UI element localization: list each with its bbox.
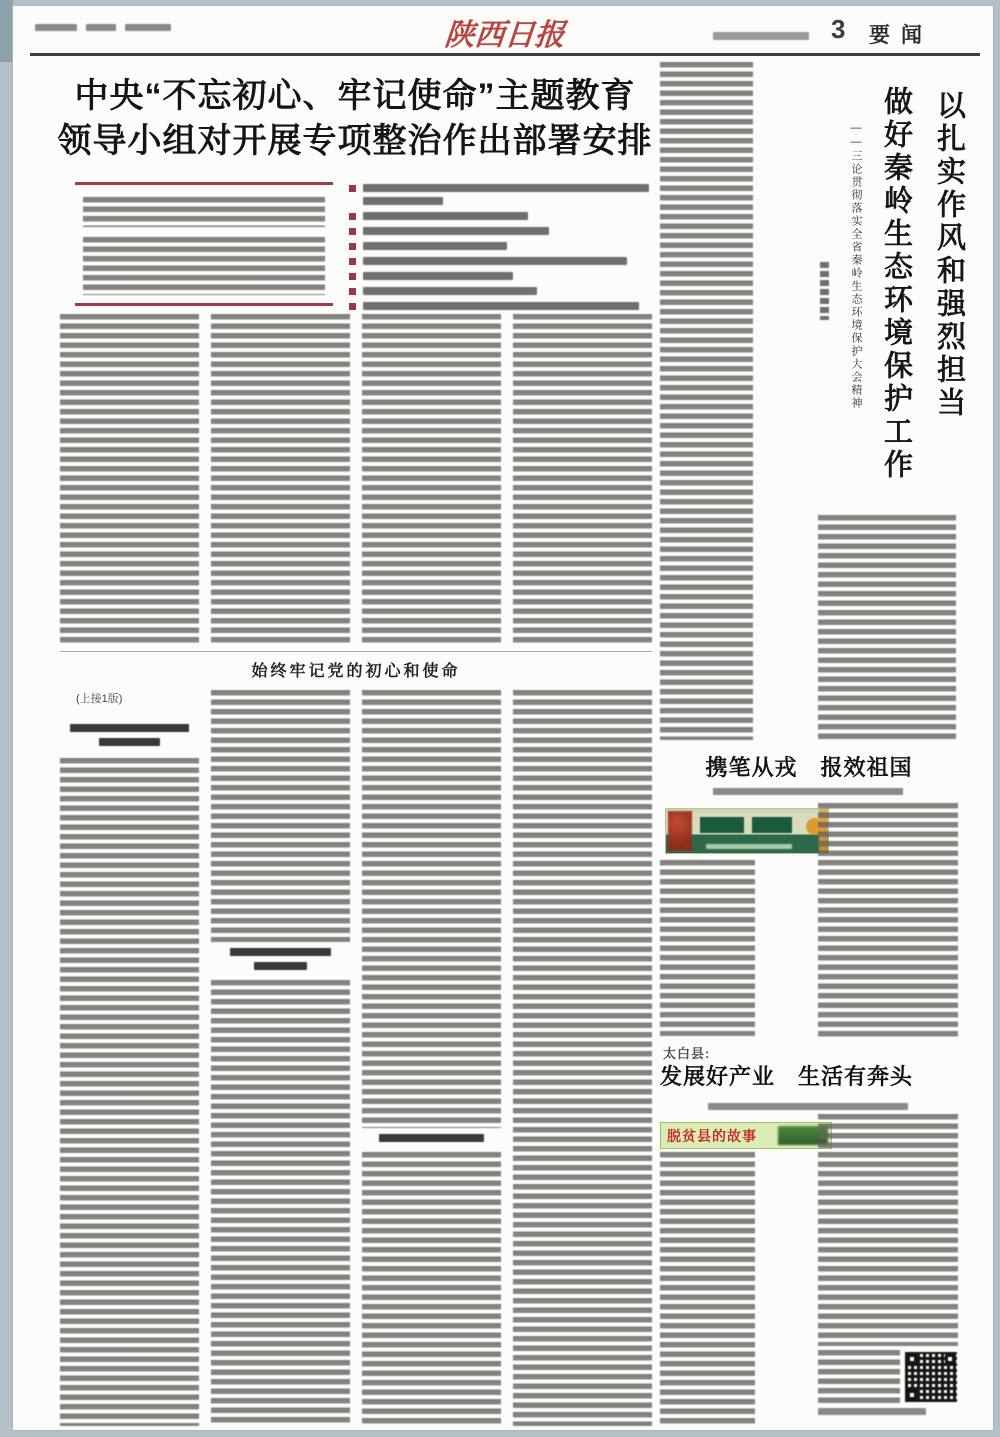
military-left-column-blur <box>660 860 755 1036</box>
bullet-square-icon <box>349 243 356 250</box>
newspaper-logo: 陕西日报 <box>443 18 567 53</box>
edition-info-blur <box>35 24 77 31</box>
editorial-title-line2: 做好秦岭生态环境保护工作 <box>880 86 912 482</box>
page-number: 3 <box>831 14 846 44</box>
editorial-right-column-blur <box>818 515 956 743</box>
county-left-column-blur <box>660 1152 755 1424</box>
editorial-vertical-headline <box>836 86 970 506</box>
scan-edge-corner <box>0 0 13 62</box>
bullet-square-icon <box>349 288 356 295</box>
qr-code-image <box>905 1352 957 1402</box>
subhead-line-blur <box>379 1134 485 1142</box>
summary-bullet-list <box>349 184 649 317</box>
body-text-column-blur <box>362 314 501 644</box>
bullet-square-icon <box>349 258 356 265</box>
section-divider-rule <box>60 651 652 652</box>
qr-finder-pattern <box>907 1354 917 1364</box>
body-text-column-blur <box>211 690 350 942</box>
body-text-column-blur <box>211 980 350 1426</box>
feature-column-1 <box>60 690 199 1426</box>
main-headline-line1: 中央“不忘初心、牢记使命”主题教育 <box>74 77 636 115</box>
feature-column-4 <box>513 690 652 1426</box>
bullet-text-blur <box>363 272 513 280</box>
bullet-text-blur <box>363 302 639 310</box>
bullet-item <box>349 227 649 235</box>
editorial-byline-blur <box>820 262 829 320</box>
body-text-column-blur <box>60 758 199 1426</box>
bullet-item <box>349 302 649 310</box>
bullet-square-icon <box>349 185 356 192</box>
edition-info-blur <box>125 24 171 31</box>
subhead-line-blur <box>70 724 190 732</box>
county-story-badge <box>660 1122 832 1149</box>
subhead-blur <box>362 1128 501 1142</box>
subhead-line-blur <box>254 962 307 970</box>
bullet-text-blur <box>363 184 649 192</box>
banner-slogan-blur <box>700 817 800 833</box>
feature-column-3 <box>362 690 501 1426</box>
edition-info-blur <box>86 24 116 31</box>
military-subtitle-blur <box>713 788 903 795</box>
bullet-text-blur <box>363 212 528 220</box>
banner-figure-blur <box>668 811 692 851</box>
county-byline-blur <box>708 1103 908 1110</box>
bullet-item <box>349 272 649 280</box>
bullet-square-icon <box>349 303 356 310</box>
subhead-blur <box>60 718 199 746</box>
masthead-edition-info <box>35 24 171 31</box>
bullet-item <box>349 184 649 205</box>
qr-finder-pattern <box>945 1354 955 1364</box>
bullet-square-icon <box>349 273 356 280</box>
bullet-square-icon <box>349 228 356 235</box>
bullet-text-blur <box>363 227 549 235</box>
bullet-item <box>349 287 649 295</box>
qr-finder-pattern <box>907 1390 917 1400</box>
feature-columns <box>60 690 652 1426</box>
bullet-item <box>349 212 649 220</box>
body-text-column-blur <box>362 690 501 1128</box>
bullet-item <box>349 257 649 265</box>
bullet-square-icon <box>349 213 356 220</box>
county-text-wrap-blur <box>818 1350 900 1404</box>
main-headline-line2: 领导小组对开展专项整治作出部署安排 <box>57 122 653 160</box>
body-text-column-blur <box>362 1152 501 1426</box>
military-headline: 携笔从戎 报效祖国 <box>705 755 913 780</box>
masthead-rule <box>30 53 980 56</box>
main-story-columns <box>60 314 652 644</box>
lede-paragraph-blur <box>83 197 325 227</box>
feature-header: 始终牢记党的初心和使命 <box>251 663 461 680</box>
editorial-title-line1: 以扎实作风和强烈担当 <box>933 90 965 420</box>
subhead-line-blur <box>230 948 330 956</box>
banner-slogan-block <box>752 817 792 833</box>
county-endnote-blur <box>818 1408 926 1415</box>
banner-caption-blur <box>706 844 792 849</box>
body-text-column-blur <box>211 314 350 644</box>
bullet-text-blur <box>363 242 507 250</box>
lede-paragraph-blur <box>83 237 325 295</box>
bullet-item <box>349 242 649 250</box>
military-right-column-blur <box>818 803 958 1039</box>
military-banner-image <box>665 808 829 854</box>
subhead-line-blur <box>99 738 160 746</box>
feature-column-2 <box>211 690 350 1426</box>
county-right-column-blur <box>818 1114 958 1346</box>
date-line-blur <box>713 32 809 40</box>
body-text-column-blur <box>513 314 652 644</box>
newspaper-sheet <box>13 6 993 1430</box>
subhead-blur <box>211 942 350 970</box>
continued-from-note: (上接1版) <box>76 693 123 705</box>
county-headline: 发展好产业 生活有奔头 <box>660 1064 914 1089</box>
main-headline <box>55 74 655 164</box>
section-label: 要闻 <box>869 24 933 47</box>
banner-slogan-block <box>700 817 744 833</box>
lede-box <box>75 182 333 306</box>
bullet-text-blur <box>363 287 537 295</box>
body-text-column-blur <box>60 314 199 644</box>
editorial-left-column-blur <box>660 62 753 740</box>
bullet-text-blur <box>363 257 627 265</box>
bullet-text-blur <box>363 197 443 205</box>
badge-label: 脱贫县的故事 <box>667 1127 757 1144</box>
editorial-subtitle: ——三论贯彻落实全省秦岭生态环境保护大会精神 <box>850 122 862 410</box>
county-kicker: 太白县: <box>663 1046 711 1061</box>
